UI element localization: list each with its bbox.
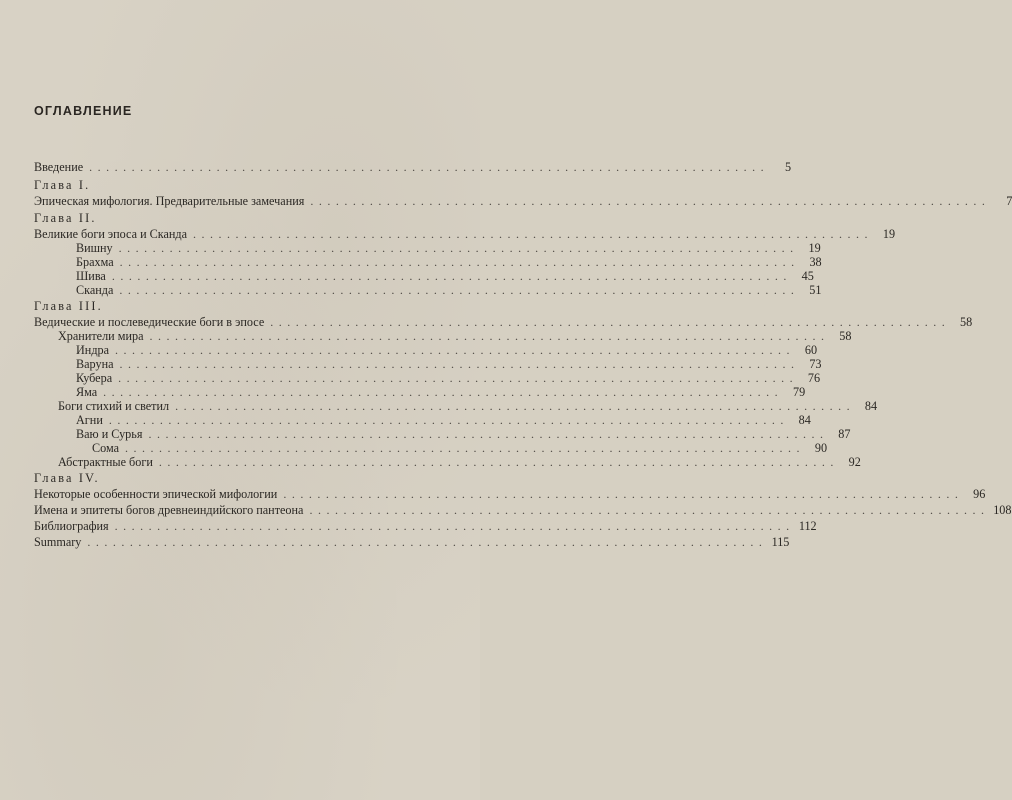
toc-page-number: 115 xyxy=(771,535,790,549)
toc-page-number: 51 xyxy=(809,283,822,297)
toc-page-number: 112 xyxy=(798,519,817,533)
toc-entry-title: Вишну xyxy=(76,241,113,255)
dot-leader: ................................................................................ xyxy=(119,283,800,297)
toc-entry-title: Брахма xyxy=(76,255,114,269)
toc-entry[interactable] xyxy=(76,413,811,427)
toc-page-number: 92 xyxy=(848,455,861,469)
toc-entry[interactable] xyxy=(58,399,878,413)
toc-chapter-heading: Глава IV. xyxy=(34,471,100,485)
dot-leader: ................................................................................ xyxy=(149,329,830,343)
dot-leader: ................................................................................ xyxy=(115,343,796,357)
toc-entry-title: Имена и эпитеты богов древнеиндийского пантеона xyxy=(34,503,304,517)
toc-entry[interactable] xyxy=(34,503,1012,517)
toc-entry[interactable] xyxy=(34,535,790,549)
toc-chapter-heading: Глава III. xyxy=(34,299,103,313)
dot-leader: ................................................................................ xyxy=(310,194,991,208)
toc-entry[interactable] xyxy=(34,160,792,174)
toc-entry[interactable] xyxy=(76,427,851,441)
dot-leader: ................................................................................ xyxy=(148,427,829,441)
toc-entry-title: Индра xyxy=(76,343,110,357)
dot-leader: ................................................................................ xyxy=(309,503,990,517)
toc-page-number: 90 xyxy=(814,441,828,455)
toc-heading: ОГЛАВЛЕНИЕ xyxy=(34,104,133,118)
toc-entry-title: Введение xyxy=(34,160,84,174)
toc-entry[interactable] xyxy=(34,194,1012,208)
toc-entry-title: Абстрактные боги xyxy=(58,455,153,469)
dot-leader: ................................................................................ xyxy=(119,255,800,269)
toc-entry[interactable] xyxy=(34,487,986,501)
toc-entry[interactable] xyxy=(76,255,822,269)
dot-leader: ................................................................................ xyxy=(108,413,789,427)
toc-page-number: 73 xyxy=(809,357,822,371)
toc-entry-title: Summary xyxy=(34,535,82,549)
dot-leader: ................................................................................ xyxy=(158,455,839,469)
toc-entry[interactable] xyxy=(76,283,822,297)
toc-entry-title: Сома xyxy=(92,441,120,455)
toc-page-number: 45 xyxy=(801,269,814,283)
toc-entry-title: Яма xyxy=(76,385,98,399)
dot-leader: ................................................................................ xyxy=(175,399,856,413)
toc-entry[interactable] xyxy=(76,269,814,283)
toc-page-number: 96 xyxy=(973,487,986,501)
toc-page-number: 58 xyxy=(839,329,852,343)
toc-entry-title: Ведические и послеведические боги в эпосе xyxy=(34,315,265,329)
toc-entry-title: Варуна xyxy=(76,357,114,371)
dot-leader: ................................................................................ xyxy=(89,160,770,174)
toc-page-number: 19 xyxy=(882,227,896,241)
dot-leader: ................................................................................ xyxy=(119,357,800,371)
toc-entry-title: Некоторые особенности эпической мифологии xyxy=(34,487,278,501)
dot-leader: ................................................................................ xyxy=(118,241,799,255)
dot-leader: ................................................................................ xyxy=(125,441,806,455)
toc-entry[interactable] xyxy=(76,343,818,357)
toc-page-number: 58 xyxy=(960,315,973,329)
toc-page-number: 7 xyxy=(1006,194,1012,208)
toc-entry[interactable] xyxy=(58,455,861,469)
toc-entry-title: Ваю и Сурья xyxy=(76,427,143,441)
toc-page-number: 108 xyxy=(993,503,1012,517)
toc-page-number: 84 xyxy=(864,399,878,413)
toc-entry[interactable] xyxy=(76,385,806,399)
toc-page-number: 79 xyxy=(792,385,806,399)
toc-page-number: 5 xyxy=(785,160,792,174)
toc-page-number: 76 xyxy=(807,371,821,385)
dot-leader: ................................................................................ xyxy=(103,385,784,399)
toc-entry[interactable] xyxy=(34,519,817,533)
toc-page-number: 38 xyxy=(809,255,822,269)
dot-leader: ................................................................................ xyxy=(193,227,874,241)
toc-entry[interactable] xyxy=(76,357,822,371)
toc-entry-title: Кубера xyxy=(76,371,113,385)
toc-entry-title: Боги стихий и светил xyxy=(58,399,170,413)
toc-chapter-heading: Глава I. xyxy=(34,178,91,192)
toc-entry-title: Великие боги эпоса и Сканда xyxy=(34,227,188,241)
toc-entry[interactable] xyxy=(76,241,821,255)
dot-leader: ................................................................................ xyxy=(118,371,799,385)
dot-leader: ................................................................................ xyxy=(111,269,792,283)
toc-entry[interactable] xyxy=(34,315,973,329)
toc-entry[interactable] xyxy=(34,227,896,241)
toc-entry-title: Эпическая мифология. Предварительные замечания xyxy=(34,194,305,208)
toc-entry-title: Хранители мира xyxy=(58,329,144,343)
dot-leader: ................................................................................ xyxy=(87,535,768,549)
toc-page-number: 19 xyxy=(808,241,821,255)
dot-leader: ................................................................................ xyxy=(283,487,964,501)
toc-chapter-heading: Глава II. xyxy=(34,211,97,225)
toc-entry-title: Библиография xyxy=(34,519,109,533)
toc-entry[interactable] xyxy=(76,371,821,385)
toc-entry-title: Шива xyxy=(76,269,106,283)
dot-leader: ................................................................................ xyxy=(270,315,951,329)
toc-entry-title: Агни xyxy=(76,413,103,427)
toc-entry[interactable] xyxy=(92,441,828,455)
toc-page-number: 84 xyxy=(798,413,811,427)
toc-entry-title: Сканда xyxy=(76,283,114,297)
toc-page-number: 87 xyxy=(838,427,851,441)
dot-leader: ................................................................................ xyxy=(114,519,795,533)
toc-page-number: 60 xyxy=(804,343,818,357)
toc-entry[interactable] xyxy=(58,329,852,343)
